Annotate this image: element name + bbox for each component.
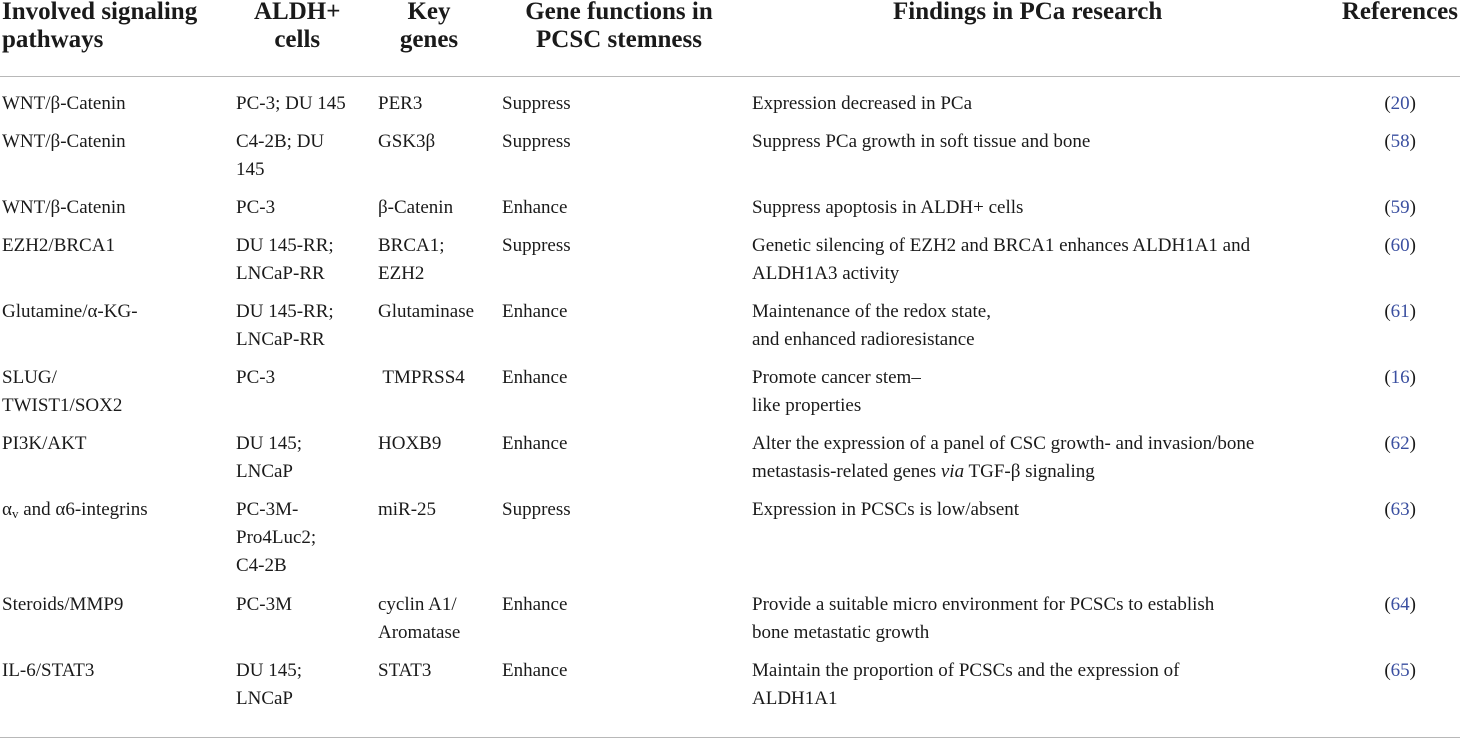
table-bottom-rule: [0, 737, 1460, 738]
findings-line: bone metastatic growth: [752, 622, 930, 643]
genes-line: PER3: [378, 93, 423, 114]
function-cell: Enhance: [502, 660, 568, 681]
genes-cell: [378, 298, 474, 326]
table-row: [0, 128, 1460, 194]
reference-cell: (62): [1384, 433, 1416, 454]
cells-cell: [236, 496, 316, 580]
findings-cell: [752, 364, 921, 420]
pathway-cell: [2, 430, 86, 458]
genes-cell: [378, 496, 436, 524]
reference-link[interactable]: 20: [1390, 93, 1410, 114]
header-pathways: Involved signaling pathways: [2, 0, 198, 53]
findings-cell: [752, 496, 1019, 524]
cells-cell: [236, 591, 292, 619]
reference-cell: (63): [1384, 499, 1416, 520]
cells-line: LNCaP-RR: [236, 263, 325, 284]
function-cell: Enhance: [502, 367, 568, 388]
reference-link[interactable]: 16: [1390, 367, 1410, 388]
findings-line: ALDH1A1: [752, 688, 838, 709]
cells-line: C4-2B; DU: [236, 131, 325, 152]
genes-cell: [378, 364, 465, 392]
pathway-line: WNT/β-Catenin: [2, 197, 126, 218]
table-row: [0, 591, 1460, 657]
cells-line: C4-2B: [236, 555, 287, 576]
pathway-line: WNT/β-Catenin: [2, 131, 126, 152]
findings-line: Suppress PCa growth in soft tissue and bone: [752, 131, 1091, 152]
genes-cell: [378, 90, 422, 118]
reference-link[interactable]: 64: [1390, 594, 1410, 615]
cells-line: LNCaP: [236, 461, 293, 482]
pathway-line: TWIST1/SOX2: [2, 395, 123, 416]
genes-cell: [378, 430, 441, 458]
findings-line: Expression in PCSCs is low/absent: [752, 499, 1020, 520]
table-header: [0, 0, 1460, 77]
cells-line: 145: [236, 159, 265, 180]
function-cell: Enhance: [502, 197, 568, 218]
findings-line: and enhanced radioresistance: [752, 329, 975, 350]
findings-line: Provide a suitable micro environment for PCSCs to establish: [752, 594, 1215, 615]
genes-line: GSK3β: [378, 131, 436, 152]
reference-cell: (20): [1384, 93, 1416, 114]
findings-cell: [752, 657, 1179, 713]
genes-cell: [378, 194, 453, 222]
reference-cell: (16): [1384, 367, 1416, 388]
genes-line: Glutaminase: [378, 301, 475, 322]
genes-cell: [378, 232, 445, 288]
genes-line: TMPRSS4: [378, 367, 465, 388]
function-cell: Suppress: [502, 131, 571, 152]
header-findings: Findings in PCa research: [893, 0, 1163, 25]
genes-line: EZH2: [378, 263, 425, 284]
reference-cell: (60): [1384, 235, 1416, 256]
pathway-line: Steroids/MMP9: [2, 594, 124, 615]
pathway-cell: [2, 128, 126, 156]
findings-cell: [752, 298, 991, 354]
cells-cell: [236, 657, 302, 713]
reference-link[interactable]: 65: [1390, 660, 1410, 681]
pathway-line: SLUG/: [2, 367, 57, 388]
cells-cell: [236, 194, 275, 222]
reference-cell: (59): [1384, 197, 1416, 218]
cells-cell: [236, 364, 275, 392]
cells-line: DU 145-RR;: [236, 301, 334, 322]
pathway-cell: [2, 496, 148, 528]
pathway-cell: [2, 232, 115, 260]
pathway-line: WNT/β-Catenin: [2, 93, 126, 114]
findings-cell: [752, 430, 1254, 486]
table-row: [0, 298, 1460, 364]
cells-line: Pro4Luc2;: [236, 527, 317, 548]
cells-line: DU 145;: [236, 433, 302, 454]
findings-cell: [752, 90, 972, 118]
findings-line: ALDH1A3 activity: [752, 263, 900, 284]
cells-line: PC-3: [236, 367, 276, 388]
pathway-line: Glutamine/α-KG-: [2, 301, 138, 322]
findings-cell: [752, 232, 1250, 288]
pathway-line: $\alpha_v$ and α6-integrins: [2, 499, 148, 521]
cells-cell: [236, 430, 302, 486]
function-cell: Suppress: [502, 499, 571, 520]
function-cell: Suppress: [502, 235, 571, 256]
table-row: [0, 364, 1460, 430]
findings-line: Genetic silencing of EZH2 and BRCA1 enhances ALDH1A1 and: [752, 235, 1251, 256]
reference-cell: (65): [1384, 660, 1416, 681]
function-cell: Enhance: [502, 594, 568, 615]
header-functions: Gene functions in PCSC stemness: [525, 0, 713, 53]
cells-line: DU 145;: [236, 660, 302, 681]
cells-line: PC-3M: [236, 594, 292, 615]
cells-cell: [236, 232, 334, 288]
pathway-cell: [2, 194, 126, 222]
findings-line: Maintenance of the redox state,: [752, 301, 991, 322]
genes-line: β-Catenin: [378, 197, 454, 218]
reference-link[interactable]: 63: [1390, 499, 1410, 520]
pathway-subscript: v: [11, 506, 19, 521]
findings-line: Maintain the proportion of PCSCs and the expression of: [752, 660, 1180, 681]
findings-line: Suppress apoptosis in ALDH+ cells: [752, 197, 1024, 218]
table-row: [0, 657, 1460, 723]
genes-line: miR-25: [378, 499, 437, 520]
header-genes: Key genes: [399, 0, 459, 53]
header-references: References: [1341, 0, 1458, 25]
function-cell: Suppress: [502, 93, 571, 114]
pathway-cell: [2, 298, 138, 326]
cells-line: PC-3; DU 145: [236, 93, 346, 114]
genes-line: HOXB9: [378, 433, 442, 454]
genes-cell: [378, 657, 431, 685]
findings-line: Promote cancer stem–: [752, 367, 921, 388]
reference-cell: (64): [1384, 594, 1416, 615]
genes-line: BRCA1;: [378, 235, 445, 256]
cells-cell: [236, 298, 334, 354]
function-cell: Enhance: [502, 433, 568, 454]
reference-link[interactable]: 62: [1390, 433, 1410, 454]
genes-cell: [378, 591, 460, 647]
table-row: [0, 496, 1460, 591]
cells-line: PC-3M-: [236, 499, 299, 520]
genes-line: Aromatase: [378, 622, 461, 643]
cells-cell: [236, 128, 324, 184]
cells-line: LNCaP-RR: [236, 329, 325, 350]
cells-line: PC-3: [236, 197, 276, 218]
header-cells: ALDH+ cells: [254, 0, 341, 53]
reference-link[interactable]: 59: [1390, 197, 1410, 218]
pathway-line: EZH2/BRCA1: [2, 235, 115, 256]
findings-cell: [752, 194, 1023, 222]
findings-italic: via: [940, 461, 965, 482]
cells-line: DU 145-RR;: [236, 235, 334, 256]
pathway-cell: [2, 90, 126, 118]
pathway-cell: [2, 364, 122, 420]
reference-link[interactable]: 60: [1390, 235, 1410, 256]
pathway-line: PI3K/AKT: [2, 433, 87, 454]
reference-link[interactable]: 58: [1390, 131, 1410, 152]
table-row: [0, 232, 1460, 298]
findings-line: metastasis-related genes via TGF-β signaling: [752, 461, 1095, 482]
findings-line: Alter the expression of a panel of CSC growth- and invasion/bone: [752, 433, 1255, 454]
pathway-cell: [2, 657, 94, 685]
cells-cell: [236, 90, 346, 118]
reference-cell: (61): [1384, 301, 1416, 322]
table-row: [0, 194, 1460, 232]
genes-cell: [378, 128, 435, 156]
function-cell: Enhance: [502, 301, 568, 322]
findings-cell: [752, 591, 1214, 647]
reference-cell: (58): [1384, 131, 1416, 152]
genes-line: cyclin A1/: [378, 594, 457, 615]
findings-line: like properties: [752, 395, 862, 416]
table-row: [0, 90, 1460, 128]
reference-link[interactable]: 61: [1390, 301, 1410, 322]
cells-line: LNCaP: [236, 688, 293, 709]
findings-line: Expression decreased in PCa: [752, 93, 973, 114]
genes-line: STAT3: [378, 660, 432, 681]
findings-cell: [752, 128, 1090, 156]
table-row: [0, 430, 1460, 496]
pathway-line: IL-6/STAT3: [2, 660, 95, 681]
pathway-cell: [2, 591, 123, 619]
